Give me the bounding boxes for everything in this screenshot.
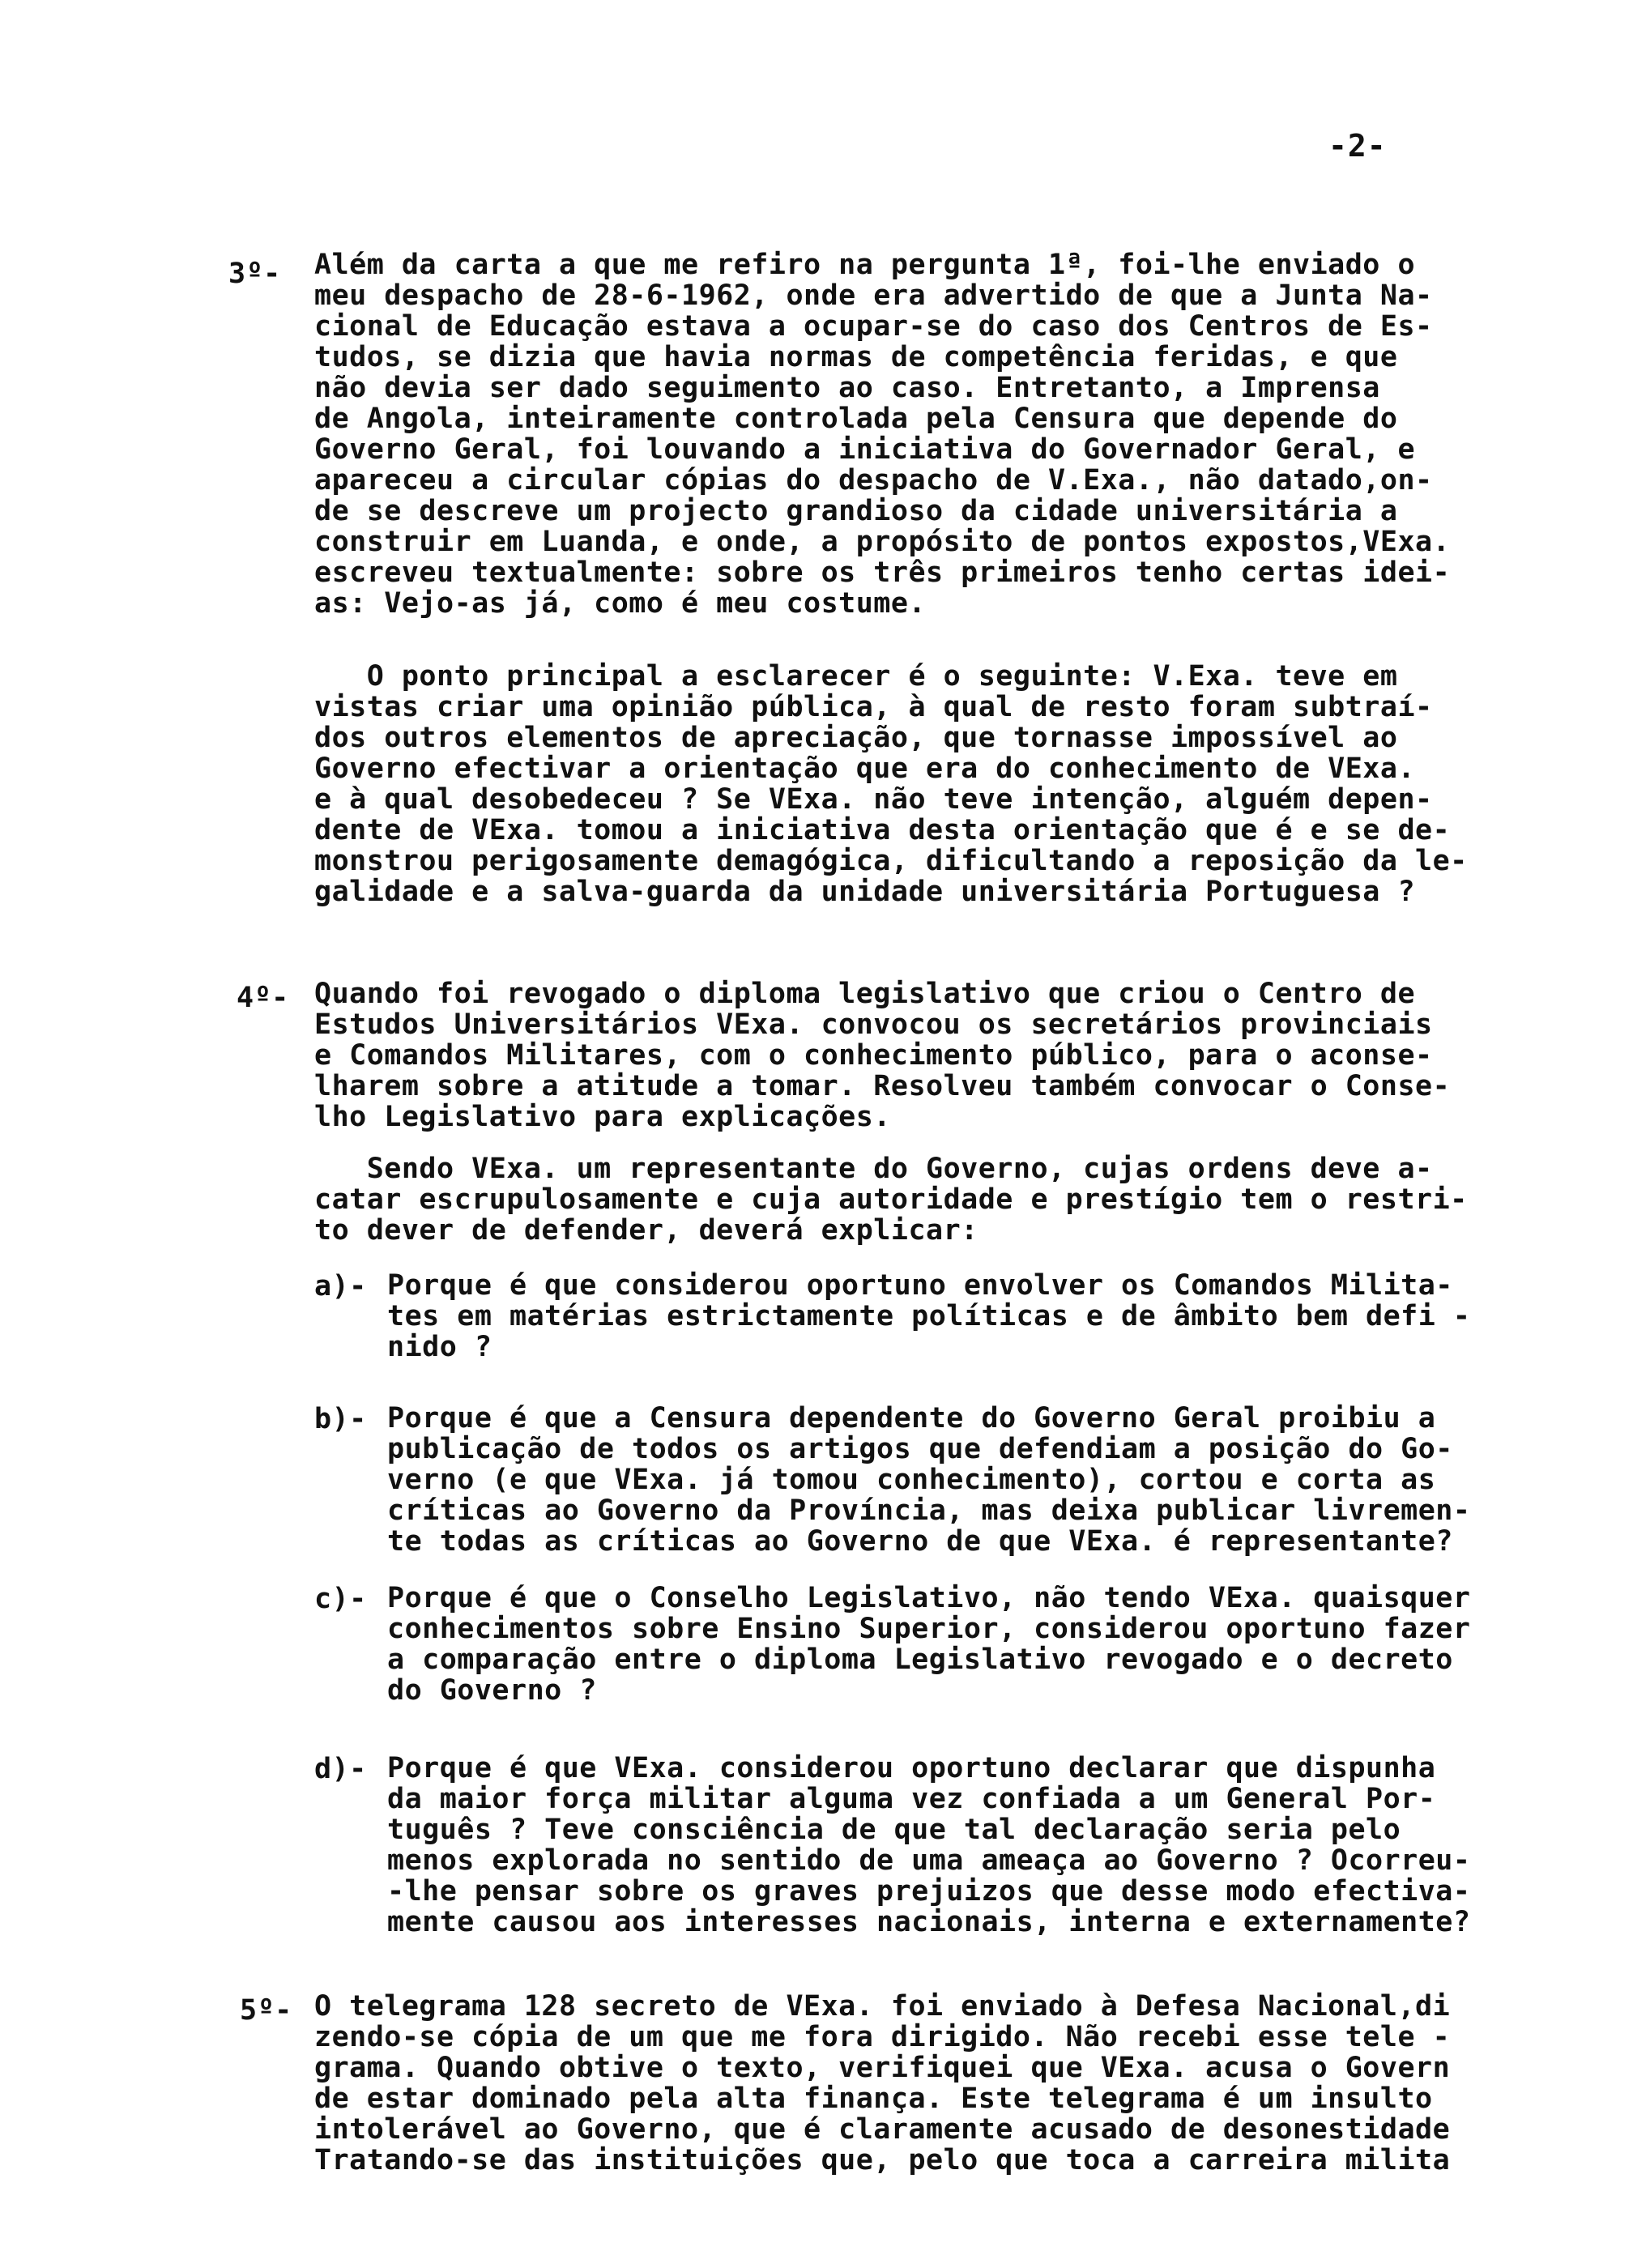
text-line: O ponto principal a esclarecer é o seguinte: V.Exa. teve em	[314, 660, 1398, 693]
text-line: de estar dominado pela alta finança. Este telegrama é um insulto	[314, 2083, 1433, 2115]
list-item-line: Porque é que considerou oportuno envolver os Comandos Milita-	[387, 1269, 1453, 1302]
list-item-label: b)-	[314, 1403, 367, 1435]
text-line: grama. Quando obtive o texto, verifiquei que VExa. acusa o Govern	[314, 2052, 1451, 2084]
text-line: galidade e a salva-guarda da unidade universitária Portuguesa ?	[314, 876, 1416, 908]
list-item-line: mente causou aos interesses nacionais, interna e externamente?	[387, 1906, 1471, 1938]
list-item-label: d)-	[314, 1753, 367, 1785]
list-item-line: Porque é que VExa. considerou oportuno declarar que dispunha	[387, 1752, 1436, 1784]
text-line: monstrou perigosamente demagógica, dificultando a reposição da le-	[314, 845, 1468, 877]
text-line: Tratando-se das instituições que, pelo que toca a carreira milita	[314, 2144, 1451, 2176]
text-line: to dever de defender, deverá explicar:	[314, 1214, 979, 1247]
list-item-label: a)-	[314, 1270, 367, 1302]
section-number: 4º-	[237, 982, 289, 1014]
text-line: catar escrupulosamente e cuja autoridade e prestígio tem o restri-	[314, 1183, 1468, 1216]
text-line: dos outros elementos de apreciação, que tornasse impossível ao	[314, 722, 1398, 754]
list-item-line: nido ?	[387, 1331, 492, 1363]
text-line: de se descreve um projecto grandioso da cidade universitária a	[314, 495, 1398, 527]
list-item-line: publicação de todos os artigos que defendiam a posição do Go-	[387, 1433, 1453, 1465]
text-line: Estudos Universitários VExa. convocou os secretários provinciais	[314, 1008, 1433, 1041]
text-line: lho Legislativo para explicações.	[314, 1101, 891, 1133]
text-line: Além da carta a que me refiro na pergunta 1ª, foi-lhe enviado o	[314, 249, 1416, 281]
text-line: zendo-se cópia de um que me fora dirigido. Não recebi esse tele -	[314, 2021, 1451, 2053]
list-item-label: c)-	[314, 1583, 367, 1615]
text-line: apareceu a circular cópias do despacho de V.Exa., não datado,on-	[314, 464, 1433, 497]
text-line: Governo Geral, foi louvando a iniciativa do Governador Geral, e	[314, 433, 1416, 466]
text-line: construir em Luanda, e onde, a propósito de pontos expostos,VExa.	[314, 526, 1451, 558]
list-item-line: tes em matérias estrictamente políticas e de âmbito bem defi -	[387, 1300, 1471, 1332]
text-line: meu despacho de 28-6-1962, onde era advertido de que a Junta Na-	[314, 279, 1433, 312]
text-line: tudos, se dizia que havia normas de competência feridas, e que	[314, 341, 1398, 373]
text-line: escreveu textualmente: sobre os três primeiros tenho certas idei-	[314, 556, 1451, 589]
text-line: intolerável ao Governo, que é claramente acusado de desonestidade	[314, 2113, 1451, 2146]
list-item-line: a comparação entre o diploma Legislativo revogado e o decreto	[387, 1643, 1453, 1676]
list-item-line: do Governo ?	[387, 1674, 597, 1707]
text-line: O telegrama 128 secreto de VExa. foi enviado à Defesa Nacional,di	[314, 1990, 1451, 2023]
section-number: 3º-	[228, 258, 281, 290]
list-item-line: menos explorada no sentido de uma ameaça ao Governo ? Ocorreu-	[387, 1844, 1471, 1877]
list-item-line: conhecimentos sobre Ensino Superior, considerou oportuno fazer	[387, 1613, 1471, 1645]
text-line: de Angola, inteiramente controlada pela Censura que depende do	[314, 403, 1398, 435]
section-number: 5º-	[240, 1994, 292, 2027]
text-line: e à qual desobedeceu ? Se VExa. não teve intenção, alguém depen-	[314, 783, 1433, 816]
text-line: as: Vejo-as já, como é meu costume.	[314, 587, 927, 620]
text-line: e Comandos Militares, com o conhecimento público, para o aconse-	[314, 1039, 1433, 1072]
list-item-line: Porque é que o Conselho Legislativo, não tendo VExa. quaisquer	[387, 1582, 1471, 1614]
text-line: dente de VExa. tomou a iniciativa desta orientação que é e se de-	[314, 814, 1451, 846]
text-line: Governo efectivar a orientação que era do conhecimento de VExa.	[314, 752, 1416, 785]
text-line: lharem sobre a atitude a tomar. Resolveu também convocar o Conse-	[314, 1070, 1451, 1102]
list-item-line: tuguês ? Teve consciência de que tal declaração seria pelo	[387, 1814, 1401, 1846]
text-line: vistas criar uma opinião pública, à qual de resto foram subtraí-	[314, 691, 1433, 723]
text-line: cional de Educação estava a ocupar-se do caso dos Centros de Es-	[314, 310, 1433, 343]
page-number: -2-	[1328, 128, 1387, 164]
list-item-line: -lhe pensar sobre os graves prejuizos que desse modo efectiva-	[387, 1875, 1471, 1908]
text-line: Quando foi revogado o diploma legislativo que criou o Centro de	[314, 978, 1416, 1010]
text-line: Sendo VExa. um representante do Governo, cujas ordens deve a-	[314, 1153, 1433, 1185]
list-item-line: críticas ao Governo da Província, mas deixa publicar livremen-	[387, 1494, 1471, 1527]
list-item-line: Porque é que a Censura dependente do Governo Geral proibiu a	[387, 1402, 1436, 1435]
text-line: não devia ser dado seguimento ao caso. Entretanto, a Imprensa	[314, 372, 1380, 404]
list-item-line: te todas as críticas ao Governo de que VExa. é representante?	[387, 1525, 1453, 1558]
list-item-line: verno (e que VExa. já tomou conhecimento), cortou e corta as	[387, 1464, 1436, 1496]
list-item-line: da maior força militar alguma vez confiada a um General Por-	[387, 1783, 1436, 1815]
